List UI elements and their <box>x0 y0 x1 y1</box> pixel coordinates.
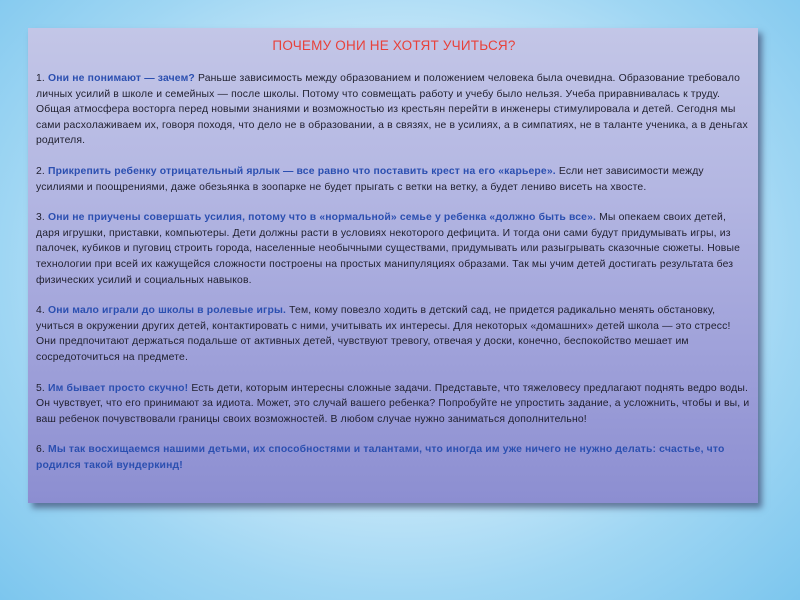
slide-panel <box>28 28 758 503</box>
paragraph-number: 3. <box>36 212 45 224</box>
paragraph-text: Если нет зависимости между усилиями и поощрениями, даже обезьянка в зоопарке не будет прыгать с ветки на ветку, а будет лениво висеть на хвосте. <box>36 165 704 193</box>
paragraph-3 <box>36 210 752 288</box>
paragraph-text: Есть дети, которым интересны сложные задачи. Представьте, что тяжеловесу предлагают поднять ведро воды. Он чувствует, что его принимают за идиота. Может, это случай вашего ребенка? Попробуйте не упростить задание, а усложнить, чтобы и вы, и ваш ребенок почувствовали границы своих возможностей. В любом случае нужно заниматься дополнительно! <box>36 382 750 425</box>
paragraph-text: Раньше зависимость между образованием и положением человека была очевидна. Образование требовало личных усилий в школе и семейных — после школы. Потому что совмещать работу и учебу было нельзя. Учеба приравнивалась к труду. Общая атмосфера восторга перед новыми знаниями и возможностью из крестьян перейти в инженеры стимулировала и детей. Сегодня мы сами расхолаживаем их, говоря походя, что дело не в образовании, а в связях, не в усилиях, а в симпатиях, не в таланте ученика, а в деньгах родителя. <box>36 73 748 147</box>
paragraph-number: 2. <box>36 165 45 177</box>
paragraph-number: 1. <box>36 73 45 84</box>
paragraph-lead: Они не понимают — зачем? <box>48 73 195 84</box>
paragraph-lead: Прикрепить ребенку отрицательный ярлык — все равно что поставить крест на его «карьере». <box>48 165 556 177</box>
paragraph-lead: Им бывает просто скучно! <box>48 382 189 394</box>
paragraph-lead: Они не приучены совершать усилия, потому что в «нормальной» семье у ребенка «должно быть все». <box>48 212 597 224</box>
paragraph-number: 4. <box>36 305 45 317</box>
slide-title: ПОЧЕМУ ОНИ НЕ ХОТЯТ УЧИТЬСЯ? <box>272 38 516 53</box>
paragraph-text: Мы опекаем своих детей, даря игрушки, приставки, компьютеры. Дети должны расти в условиях некоторого дефицита. И тогда они сами будут придумывать игры, из палочек, кубиков и пуговиц строить города, населенные необычными существами, придумывать или разыгрывать сказочные сюжеты. Новые технологии при всей их кажущейся сложности построены на простых манипуляциях образами. Так мы учим детей достигать результата без физических усилий и социальных навыков. <box>36 212 741 286</box>
paragraph-lead: Они мало играли до школы в ролевые игры. <box>48 305 287 317</box>
paragraph-2 <box>36 164 752 195</box>
paragraph-number: 5. <box>36 382 45 394</box>
paragraph-lead: Мы так восхищаемся нашими детьми, их способностями и талантами, что иногда им уже ничего не нужно делать: счастье, что родился такой вундеркинд! <box>36 444 725 471</box>
paragraph-4 <box>36 303 752 365</box>
paragraph-text: Тем, кому повезло ходить в детский сад, не придется радикально менять обстановку, учиться в окружении других детей, контактировать с ними, учитывать их интересы. Для некоторых «домашних» детей школа — это стресс! Они предпочитают держаться подальше от активных детей, чувствуют тревогу, отвечая у доски, конечно, беспокойство мешает им сосредоточиться на предмете. <box>36 305 731 363</box>
paragraph-1 <box>36 71 752 149</box>
paragraph-number: 6. <box>36 444 45 456</box>
paragraph-5 <box>36 381 752 428</box>
paragraph-6 <box>36 442 752 473</box>
